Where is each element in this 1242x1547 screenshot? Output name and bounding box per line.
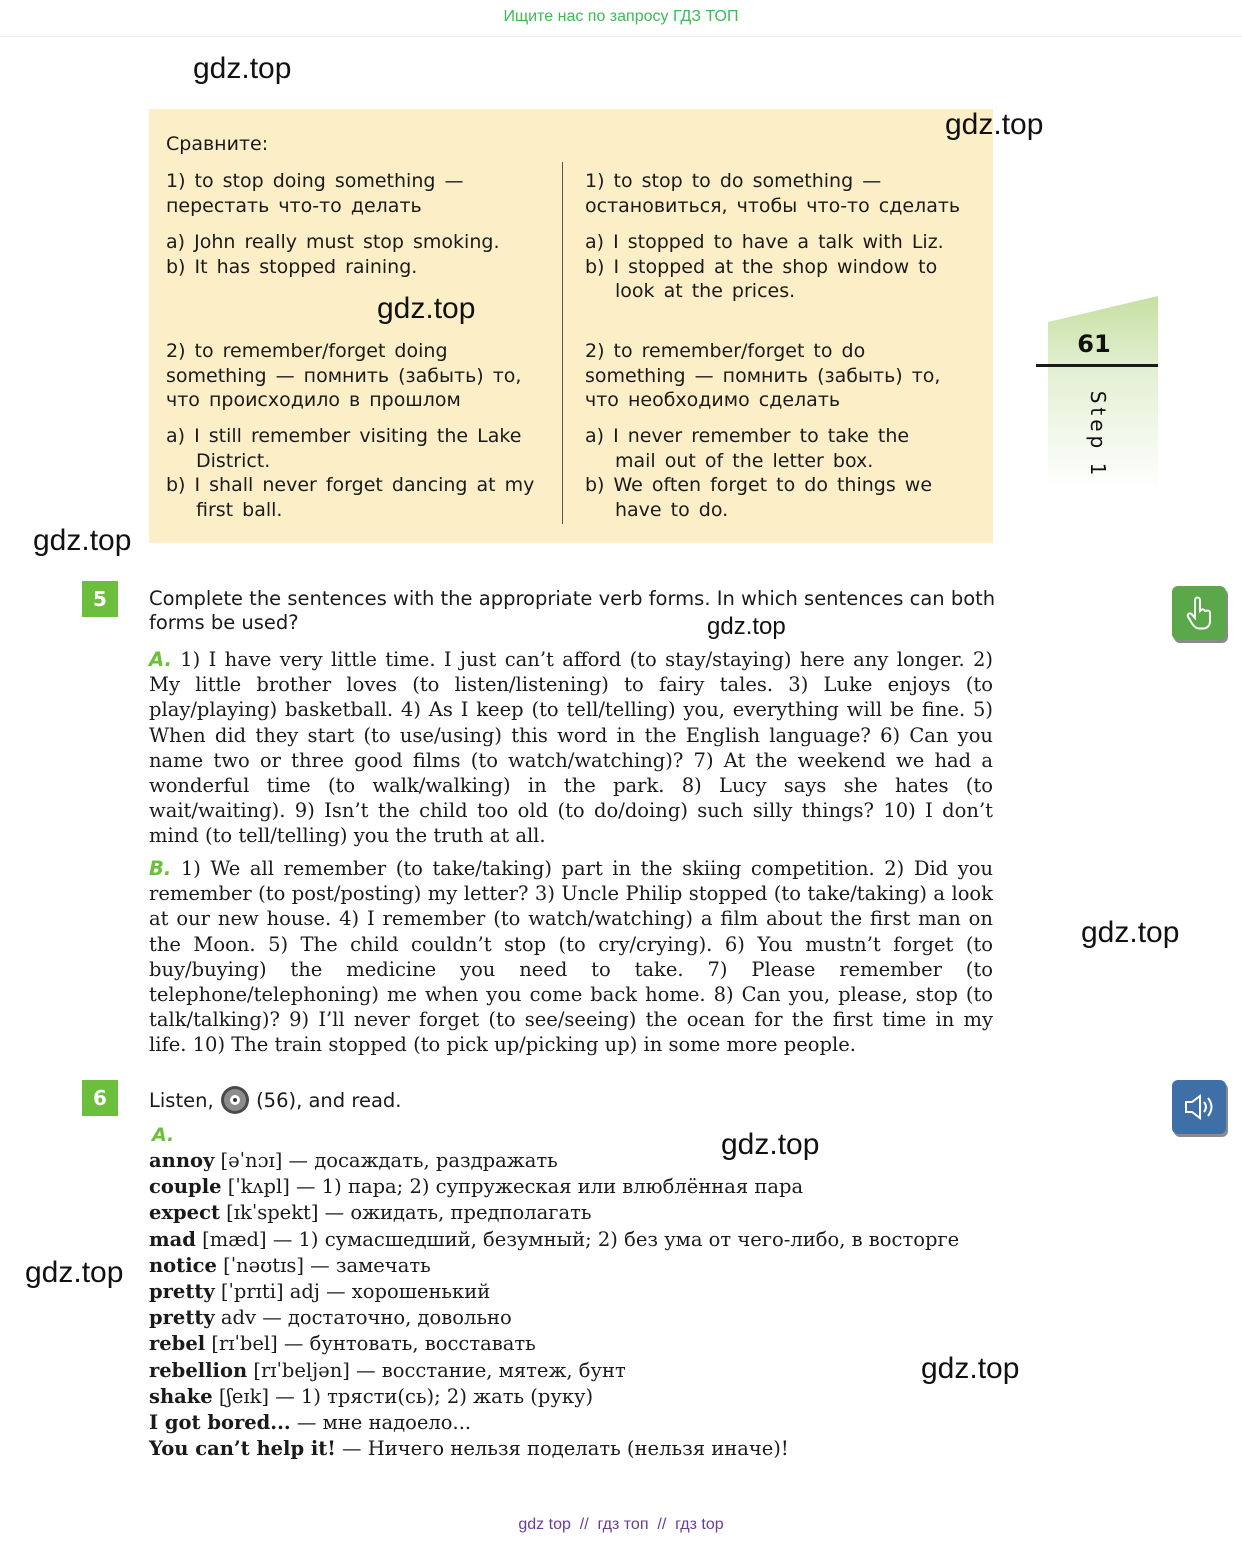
left-examples-2: a) I still remember visiting the Lake District. b) I shall never forget dancing at my first ball. bbox=[166, 425, 535, 521]
right-examples-2: a) I never remember to take the mail out of the letter box. b) We often forget to do things we have to do. bbox=[585, 425, 933, 521]
footer-links[interactable]: gdz top // гдз топ // гдз top bbox=[518, 1516, 724, 1533]
vocab-item: I got bored... — мне надоело... bbox=[149, 1410, 472, 1434]
vocab-item: shake [ʃeɪk] — 1) трясти(сь); 2) жать (руку) bbox=[149, 1384, 594, 1408]
watermark: gdz.top bbox=[707, 613, 786, 640]
exercise-5-part-a bbox=[149, 647, 993, 849]
column-divider bbox=[562, 162, 563, 524]
right-rule-1: 1) to stop to do something — остановиться, чтобы что-то сделать bbox=[585, 170, 961, 217]
compare-heading: Сравните: bbox=[166, 133, 269, 155]
part-b-text: 1) We all remember (to take/taking) part in the skiing competition. 2) Did you remember (to post/posting) my letter? 3) Uncle Philip stopped (to take/taking) a look at our new house. 4) I remember (to watch/watching) a film about the first man on the Moon. 5) The child couldn’t stop (to cry/crying). 6) You mustn’t forget (to buy/buying) the medicine you need to take. 7) Please remember (to telephone/telephoning) me when you come back home. 8) Can you, please, stop (to talk/talking)? 9) I’ll never forget (to see/seeing) the ocean for the first time in my life. 10) The train stopped (to pick up/picking up) in some more people. bbox=[149, 857, 994, 1057]
watermark: gdz.top bbox=[921, 1352, 1020, 1385]
vocab-item: rebellion [rɪˈbeljən] — восстание, мятеж, бунт bbox=[149, 1358, 626, 1382]
vocabulary-list bbox=[149, 1148, 959, 1462]
exercise-5-badge: 5 bbox=[82, 581, 118, 617]
watermark: gdz.top bbox=[721, 1128, 820, 1161]
audio-play-button[interactable] bbox=[1172, 1080, 1226, 1134]
part-b-label: B. bbox=[149, 857, 172, 880]
part-a-label: A. bbox=[149, 648, 172, 671]
exercise-6-instruction: Listen, (56), and read. bbox=[149, 1085, 401, 1115]
left-rule-1: 1) to stop doing something — перестать что-то делать bbox=[166, 170, 464, 217]
vocab-item: pretty adv — достаточно, довольно bbox=[149, 1306, 512, 1330]
left-rule-2: 2) to remember/forget doing something — помнить (забыть) то, что происходило в прошлом bbox=[166, 340, 522, 411]
hand-pointer-icon bbox=[1184, 596, 1214, 630]
vocab-item: couple [ˈkʌpl] — 1) пара; 2) супружеская или влюблённая пара bbox=[149, 1175, 804, 1199]
vocab-item: annoy [əˈnɔɪ] — досаждать, раздражать bbox=[149, 1149, 558, 1172]
vocab-item: rebel [rɪˈbel] — бунтовать, восставать bbox=[149, 1332, 536, 1356]
watermark: gdz.top bbox=[33, 524, 132, 557]
vocab-item: mad [mæd] — 1) сумасшедший, безумный; 2) без ума от чего-либо, в восторге bbox=[149, 1227, 960, 1251]
vocab-item: You can’t help it! — Ничего нельзя поделать (нельзя иначе)! bbox=[149, 1437, 789, 1461]
audio-disc-icon[interactable] bbox=[220, 1085, 250, 1115]
vocab-item: pretty [ˈprɪti] adj — хорошенький bbox=[149, 1279, 491, 1303]
watermark: gdz.top bbox=[193, 52, 292, 85]
speaker-icon bbox=[1183, 1092, 1215, 1122]
top-banner[interactable]: Ищите нас по запросу ГДЗ ТОП bbox=[0, 0, 1242, 37]
right-examples-1: a) I stopped to have a talk with Liz. b) I stopped at the shop window to look at the prices. bbox=[585, 231, 944, 302]
vocab-item: expect [ɪkˈspekt] — ожидать, предполагать bbox=[149, 1201, 592, 1225]
exercise-6-badge: 6 bbox=[82, 1080, 118, 1116]
watermark: gdz.top bbox=[945, 108, 1044, 141]
watermark: gdz.top bbox=[25, 1256, 124, 1289]
watermark: gdz.top bbox=[377, 292, 476, 325]
interactive-touch-button[interactable] bbox=[1172, 586, 1226, 640]
left-examples-1: a) John really must stop smoking. b) It has stopped raining. bbox=[166, 231, 500, 278]
right-rule-2: 2) to remember/forget to do something — помнить (забыть) то, что необходимо сделать bbox=[585, 340, 941, 411]
vocab-item: notice [ˈnəʊtɪs] — замечать bbox=[149, 1253, 431, 1277]
watermark: gdz.top bbox=[1081, 916, 1180, 949]
exercise-6-part-a-label: A. bbox=[152, 1124, 175, 1146]
exercise-5-part-b bbox=[149, 856, 993, 1058]
exercise-5-instruction: Complete the sentences with the appropriate verb forms. In which sentences can both forms be used? bbox=[149, 587, 996, 634]
step-label: Step 1 bbox=[1086, 390, 1110, 480]
page-number: 61 bbox=[1077, 330, 1111, 358]
part-a-text: 1) I have very little time. I just can’t afford (to stay/staying) here any longer. 2) My little brother loves (to listen/listening) to fairy tales. 3) Luke enjoys (to play/playing) basketball. 4) As I keep (to tell/telling) you, everything will be fine. 5) When did they start (to use/using) this word in the English language? 6) Can you name two or three good films (to watch/watching)? 7) At the weekend we had a wonderful time (to walk/walking) in the park. 8) Lucy says she hates (to wait/waiting). 9) Isn’t the child too old (to do/doing) such silly things? 10) I don’t mind (to tell/telling) you the truth at all. bbox=[149, 648, 994, 848]
